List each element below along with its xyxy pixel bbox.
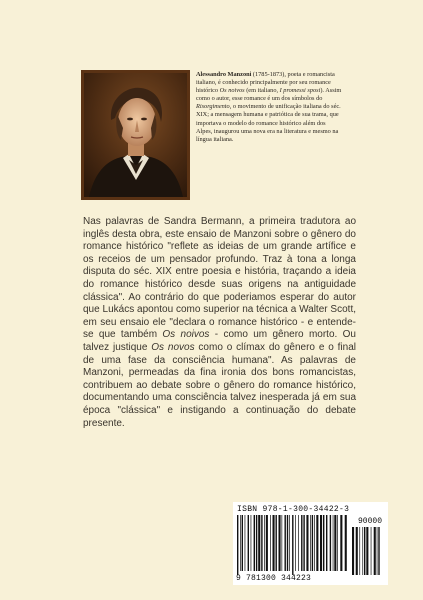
isbn-number: ISBN 978-1-300-34422-3 — [237, 505, 350, 514]
author-bio — [196, 71, 342, 144]
bio-text: (1785-1873), poeta e romancista italiano, é conhecido principalmente por seu romance histórico — [196, 71, 335, 95]
blurb-text: - como um gênero morto. Ou talvez justique — [83, 329, 356, 353]
bio-text: , o movimento de unificação italiana do séc. XIX; a mensagem humana e patriótica de sua trama, que importava o modelo do romance histórico além dos Alpes, inaugurou uma nova era na literatura e mesmo na língua italiana. — [196, 103, 341, 143]
bio-term-italic: Risorgimento — [196, 103, 230, 111]
blurb-title-italic: Os noivos — [162, 329, 210, 341]
bio-text: ). Assim como o autor, esse romance é um dos símbolos do — [196, 87, 342, 103]
bio-title-italic: I promessi sposi — [279, 87, 321, 95]
barcode-digits: 9 781300 344223 — [236, 574, 312, 583]
price-code: 90000 — [357, 517, 382, 526]
blurb-title-italic: Os novos — [151, 341, 195, 353]
barcode-bars — [237, 515, 349, 575]
bio-text: (em italiano, — [244, 87, 280, 95]
isbn-barcode — [233, 502, 388, 585]
price-barcode-bars — [352, 527, 382, 579]
author-name: Alessandro Manzoni — [196, 71, 252, 78]
blurb-paragraph — [83, 216, 356, 430]
blurb-text: Nas palavras de Sandra Bermann, a primeira tradutora ao inglês desta obra, este ensaio de Manzoni sobre o gênero do romance histórico "reflete as ideias de um grande artífice e os receios de um pensador profundo. Traz à tona a longa disputa do séc. XIX entre poesia e história, traçando a ideia do romance histórico desde suas origens na antiguidade clássica". Ao contrário do que poderiamos esperar do autor que Lukács apontou como superior na técnica a Walter Scott, em seu ensaio ele "declara o romance histórico - e entende-se que também — [83, 216, 356, 341]
blurb-text: como o clímax do gênero e o final de uma fase da consciência humana". As palavras de Manzoni, permeadas da fina ironia dos bons romancistas, contribuem ao debate sobre o gênero do romance histórico, documentando uma consciência talvez inesperada já em sua época "clássica" e instigando a continuação do debate presente. — [83, 341, 356, 429]
author-portrait — [81, 70, 190, 200]
bio-title-italic: Os noivos — [219, 87, 245, 95]
